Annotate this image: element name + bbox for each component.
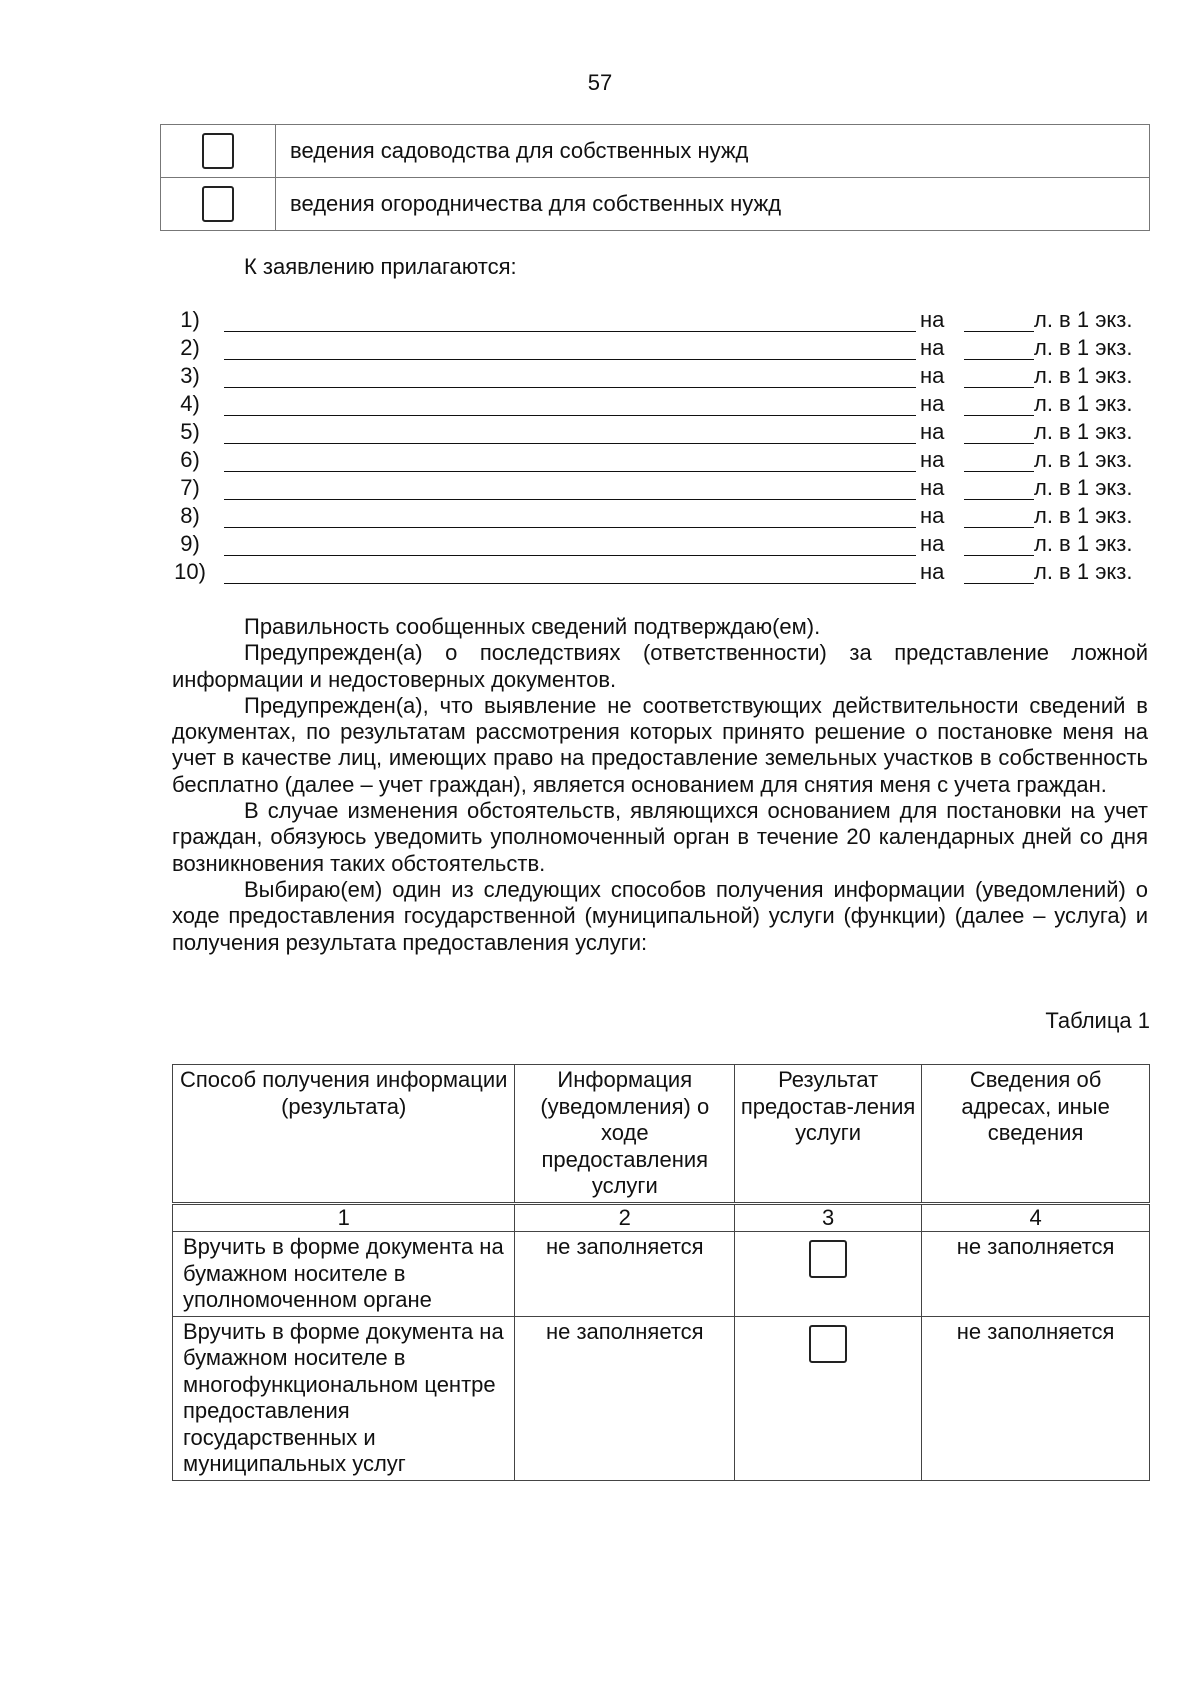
attachment-sheets-field[interactable]: [964, 359, 1034, 360]
deregistration-warning-paragraph: Предупрежден(а), что выявление не соответствующих действительности сведений в документах, по результатам рассмотрения которых принято решение о постановке меня на учет в качестве лиц, имеющих право на предоставление земельных участков в собственность бесплатно (далее – учет граждан), является основанием для снятия меня с учета граждан.: [172, 692, 1148, 797]
attachment-na-label: на: [920, 419, 945, 444]
attachment-copies-label: л. в 1 экз.: [1034, 559, 1133, 584]
purpose-option-row: [161, 125, 1150, 178]
attachment-name-field[interactable]: [224, 471, 916, 472]
info-cell: не заполняется: [515, 1232, 735, 1317]
column-number: 4: [922, 1203, 1150, 1232]
attachment-sheets-field[interactable]: [964, 443, 1034, 444]
attachment-row: [170, 418, 1150, 446]
attachment-number: 10): [174, 559, 206, 584]
attachment-number: 2): [180, 335, 200, 360]
attachment-row: [170, 558, 1150, 586]
attachment-number: 6): [180, 447, 200, 472]
table-caption: Таблица 1: [1045, 1008, 1150, 1033]
attachment-na-label: на: [920, 447, 945, 472]
attachment-name-field[interactable]: [224, 555, 916, 556]
attachment-sheets-field[interactable]: [964, 499, 1034, 500]
attachment-copies-label: л. в 1 экз.: [1034, 419, 1133, 444]
attachment-number: 5): [180, 419, 200, 444]
result-checkbox-mfc[interactable]: [809, 1325, 847, 1363]
attachment-row: [170, 502, 1150, 530]
confirmation-paragraph: Правильность сообщенных сведений подтверждаю(ем).: [244, 614, 821, 639]
attachments-intro: К заявлению прилагаются:: [244, 254, 517, 279]
attachment-na-label: на: [920, 391, 945, 416]
attachment-number: 8): [180, 503, 200, 528]
purpose-checkbox-cell: [161, 125, 276, 178]
attachment-copies-label: л. в 1 экз.: [1034, 335, 1133, 360]
attachment-number: 1): [180, 307, 200, 332]
attachment-row: [170, 446, 1150, 474]
attachment-na-label: на: [920, 559, 945, 584]
vegetable-gardening-checkbox[interactable]: [202, 186, 234, 222]
attachment-sheets-field[interactable]: [964, 555, 1034, 556]
declarations-text: [172, 614, 1148, 956]
attachment-sheets-field[interactable]: [964, 471, 1034, 472]
attachment-row: [170, 334, 1150, 362]
liability-warning-paragraph: Предупрежден(а) о последствиях (ответственности) за представление ложной информации и недостоверных документов.: [172, 640, 1148, 692]
attachment-sheets-field[interactable]: [964, 583, 1034, 584]
attachment-copies-label: л. в 1 экз.: [1034, 447, 1133, 472]
attachment-name-field[interactable]: [224, 527, 916, 528]
column-number: 1: [173, 1203, 515, 1232]
purpose-options-table: [160, 124, 1150, 231]
result-cell: [735, 1316, 922, 1480]
attachment-number: 9): [180, 531, 200, 556]
method-cell: Вручить в форме документа на бумажном носителе в многофункциональном центре предоставления государственных и муниципальных услуг: [173, 1316, 515, 1480]
attachment-number: 3): [180, 363, 200, 388]
attachment-row: [170, 474, 1150, 502]
attachment-name-field[interactable]: [224, 387, 916, 388]
attachment-number: 4): [180, 391, 200, 416]
attachment-na-label: на: [920, 503, 945, 528]
attachments-list: [170, 306, 1150, 586]
page-number: 57: [587, 70, 613, 95]
attachment-na-label: на: [920, 475, 945, 500]
header-method: Способ получения информации (результата): [173, 1065, 515, 1204]
attachment-name-field[interactable]: [224, 443, 916, 444]
result-checkbox-authority[interactable]: [809, 1240, 847, 1278]
attachment-name-field[interactable]: [224, 415, 916, 416]
delivery-methods-table: [172, 1064, 1150, 1481]
result-cell: [735, 1232, 922, 1317]
header-result: Результат предостав-ления услуги: [735, 1065, 922, 1204]
column-number-row: [173, 1203, 1150, 1232]
table-row: [173, 1232, 1150, 1317]
purpose-option-row: [161, 178, 1150, 231]
gardening-checkbox[interactable]: [202, 133, 234, 169]
attachment-name-field[interactable]: [224, 359, 916, 360]
attachment-row: [170, 530, 1150, 558]
delivery-method-paragraph: Выбираю(ем) один из следующих способов получения информации (уведомлений) о ходе предоставления государственной (муниципальной) услуги (функции) (далее – услуга) и получения результата предоставления услуги:: [172, 876, 1148, 955]
attachment-copies-label: л. в 1 экз.: [1034, 475, 1133, 500]
attachment-copies-label: л. в 1 экз.: [1034, 531, 1133, 556]
column-number: 2: [515, 1203, 735, 1232]
header-details: Сведения об адресах, иные сведения: [922, 1065, 1150, 1204]
attachment-na-label: на: [920, 531, 945, 556]
column-number: 3: [735, 1203, 922, 1232]
change-notice-paragraph: В случае изменения обстоятельств, являющихся основанием для постановки на учет граждан, обязуюсь уведомить уполномоченный орган в течение 20 календарных дней со дня возникновения таких обстоятельств.: [172, 798, 1148, 876]
attachment-na-label: на: [920, 363, 945, 388]
header-info: Информация (уведомления) о ходе предоставления услуги: [515, 1065, 735, 1204]
details-cell: не заполняется: [922, 1316, 1150, 1480]
attachment-copies-label: л. в 1 экз.: [1034, 307, 1133, 332]
table-header-row: [173, 1065, 1150, 1204]
details-cell: не заполняется: [922, 1232, 1150, 1317]
attachment-sheets-field[interactable]: [964, 527, 1034, 528]
attachment-name-field[interactable]: [224, 331, 916, 332]
attachment-copies-label: л. в 1 экз.: [1034, 391, 1133, 416]
attachment-sheets-field[interactable]: [964, 331, 1034, 332]
purpose-checkbox-cell: [161, 178, 276, 231]
attachment-na-label: на: [920, 335, 945, 360]
method-cell: Вручить в форме документа на бумажном носителе в уполномоченном органе: [173, 1232, 515, 1317]
purpose-option-label: ведения садоводства для собственных нужд: [276, 125, 1150, 178]
attachment-row: [170, 390, 1150, 418]
purpose-option-label: ведения огородничества для собственных нужд: [276, 178, 1150, 231]
attachment-row: [170, 362, 1150, 390]
attachment-sheets-field[interactable]: [964, 387, 1034, 388]
attachment-row: [170, 306, 1150, 334]
attachment-copies-label: л. в 1 экз.: [1034, 363, 1133, 388]
info-cell: не заполняется: [515, 1316, 735, 1480]
attachment-number: 7): [180, 475, 200, 500]
table-row: [173, 1316, 1150, 1480]
attachment-name-field[interactable]: [224, 499, 916, 500]
attachment-copies-label: л. в 1 экз.: [1034, 503, 1133, 528]
attachment-sheets-field[interactable]: [964, 415, 1034, 416]
attachment-na-label: на: [920, 307, 945, 332]
attachment-name-field[interactable]: [224, 583, 916, 584]
